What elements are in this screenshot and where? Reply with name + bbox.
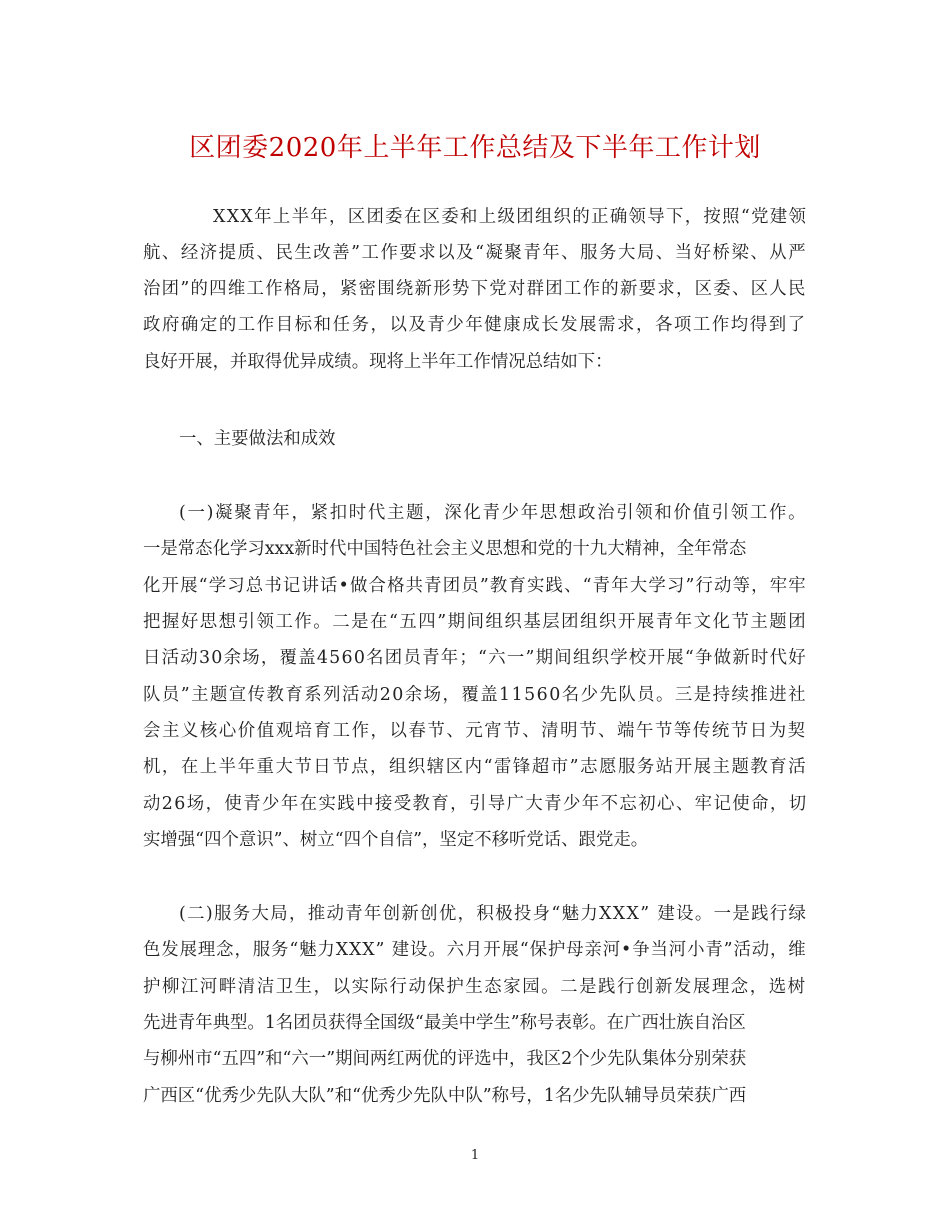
paragraph-1-line-3: 治团”的四维工作格局，紧密围绕新形势下党对群团工作的新要求，区委、区人民 <box>143 279 807 299</box>
paragraph-3-line-6: 队员”主题宣传教育系列活动20余场，覆盖11560名少先队员。三是持续推进社 <box>143 685 807 705</box>
paragraph-4-line-3: 护柳江河畔清洁卫生，以实际行动保护生态家园。二是践行创新发展理念，选树 <box>143 977 807 997</box>
paragraph-4-line-2: 色发展理念，服务“魅力XXX” 建设。六月开展“保护母亲河•争当河小青”活动，维 <box>143 940 807 960</box>
paragraph-3-line-10: 实增强“四个意识”、树立“四个自信”，坚定不移听党话、跟党走。 <box>143 830 649 850</box>
paragraph-3-line-5: 日活动30余场，覆盖4560名团员青年；“六一”期间组织学校开展“争做新时代好 <box>143 648 807 668</box>
paragraph-1-line-4: 政府确定的工作目标和任务，以及青少年健康成长发展需求，各项工作均得到了 <box>143 315 807 335</box>
paragraph-3-line-4: 把握好思想引领工作。二是在“五四”期间组织基层团组织开展青年文化节主题团 <box>143 612 808 632</box>
paragraph-4-line-6: 广西区“优秀少先队大队”和“优秀少先队中队”称号，1名少先队辅导员荣获广西 <box>143 1086 747 1106</box>
paragraph-3-line-8: 机，在上半年重大节日节点，组织辖区内“雷锋超市”志愿服务站开展主题教育活 <box>143 757 808 777</box>
paragraph-1-line-2: 航、经济提质、民生改善”工作要求以及“凝聚青年、服务大局、当好桥梁、从严 <box>143 243 808 263</box>
document-title: 区团委2020年上半年工作总结及下半年工作计划 <box>189 133 761 163</box>
page-number: 1 <box>470 1148 480 1163</box>
paragraph-3-line-3: 化开展“学习总书记讲话•做合格共青团员”教育实践、“青年大学习”行动等，牢牢 <box>143 576 807 596</box>
paragraph-4-line-5: 与柳州市“五四”和“六一”期间两红两优的评选中，我区2个少先队集体分别荣获 <box>143 1049 747 1069</box>
paragraph-3-line-9: 动26场，使青少年在实践中接受教育，引导广大青少年不忘初心、牢记使命，切 <box>143 794 808 814</box>
paragraph-4-line-1: (二)服务大局，推动青年创新创优，积极投身“魅力XXX” 建设。一是践行绿 <box>179 904 808 924</box>
paragraph-3-line-7: 会主义核心价值观培育工作，以春节、元宵节、清明节、端午节等传统节日为契 <box>143 721 807 741</box>
paragraph-1-line-1: XXX年上半年，区团委在区委和上级团组织的正确领导下，按照“党建领 <box>213 207 808 227</box>
paragraph-4-line-4: 先进青年典型。1名团员获得全国级“最美中学生”称号表彰。在广西壮族自治区 <box>143 1013 746 1033</box>
paragraph-3-line-1: (一)凝聚青年，紧扣时代主题，深化青少年思想政治引领和价值引领工作。 <box>179 503 808 523</box>
paragraph-1-line-5: 良好开展，并取得优异成绩。现将上半年工作情况总结如下： <box>143 352 613 372</box>
section-heading-1: 一、主要做法和成效 <box>179 429 336 449</box>
paragraph-3-line-2: 一是常态化学习xxx新时代中国特色社会主义思想和党的十九大精神，全年常态 <box>143 539 747 559</box>
